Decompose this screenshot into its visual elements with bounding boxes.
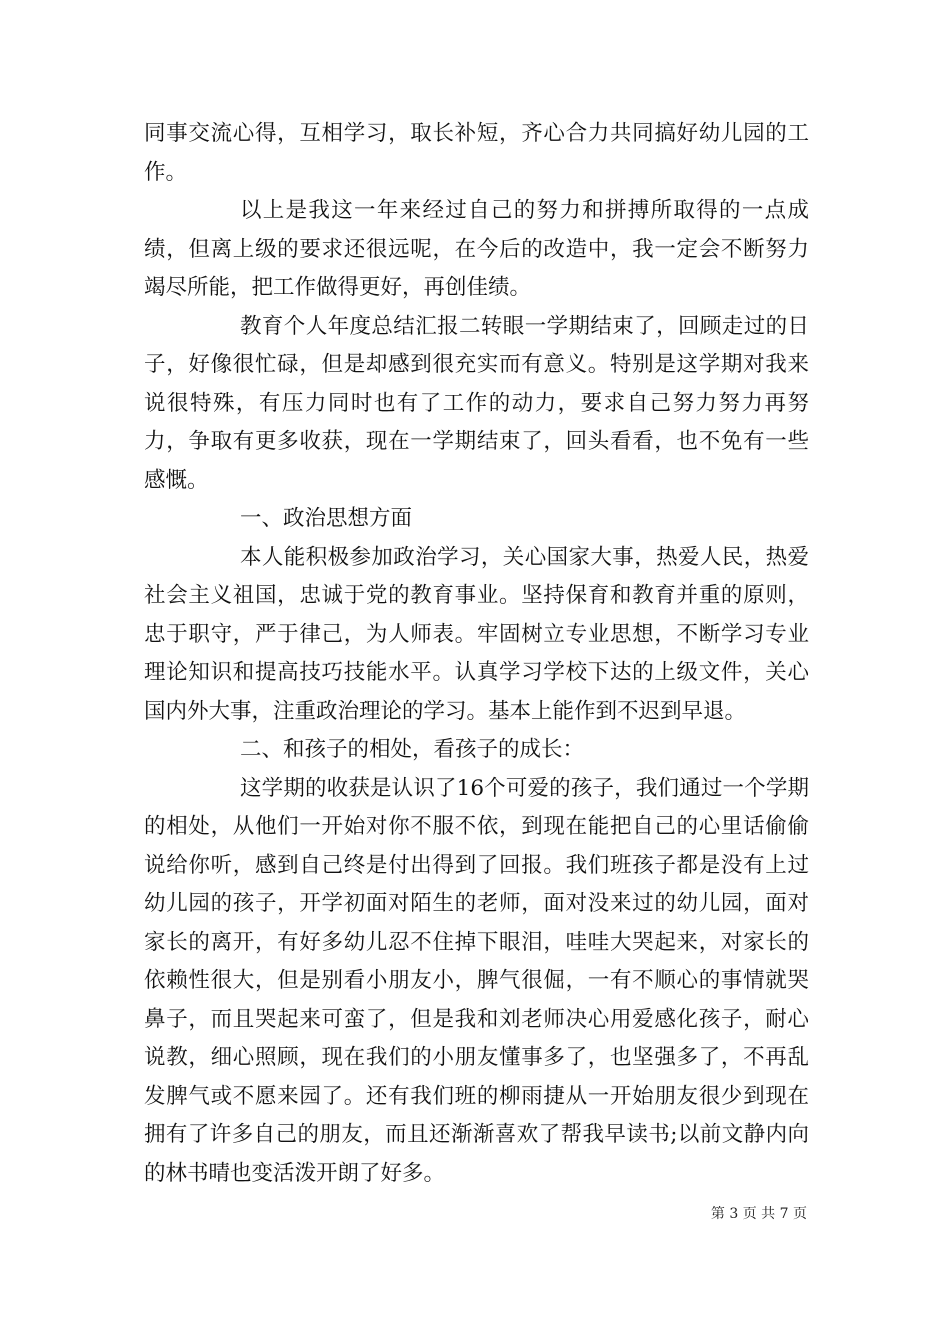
paragraph-children-growth: 这学期的收获是认识了16个可爱的孩子，我们通过一个学期的相处，从他们一开始对你不服不依，到现在能把自己的心里话偷偷说给你听，感到自己终是付出得到了回报。我们班孩子都是没有上过幼儿园的孩子，开学初面对陌生的老师，面对没来过的幼儿园，面对家长的离开，有好多幼儿忍不住掉下眼泪，哇哇大哭起来，对家长的依赖性很大，但是别看小朋友小，脾气很倔，一有不顺心的事情就哭鼻子，而且哭起来可蛮了，但是我和刘老师决心用爱感化孩子，耐心说教，细心照顾，现在我们的小朋友懂事多了，也坚强多了，不再乱发脾气或不愿来园了。还有我们班的柳雨捷从一开始朋友很少到现在拥有了许多自己的朋友，而且还渐渐喜欢了帮我早读书;以前文静内向的林书晴也变活泼开朗了好多。 (144, 775, 809, 1186)
page-number-footer: 第 3 页 共 7 页 (710, 1206, 807, 1222)
paragraph-report-two-intro: 教育个人年度总结汇报二转眼一学期结束了，回顾走过的日子，好像很忙碌，但是却感到很充实而有意义。特别是这学期对我来说很特殊，有压力同时也有了工作的动力，要求自己努力努力再努力，争取有更多收获，现在一学期结束了，回头看看，也不免有一些感慨。 (144, 313, 809, 493)
section-heading-children: 二、和孩子的相处，看孩子的成长： (240, 737, 585, 762)
paragraph-continuation: 同事交流心得，互相学习，取长补短，齐心合力共同搞好幼儿园的工作。 (144, 121, 809, 185)
paragraph-political-thought: 本人能积极参加政治学习，关心国家大事，热爱人民，热爱社会主义祖国，忠诚于党的教育事业。坚持保育和教育并重的原则，忠于职守，严于律己，为人师表。牢固树立专业思想，不断学习专业理论知识和提高技巧技能水平。认真学习学校下达的上级文件，关心国内外大事，注重政治理论的学习。基本上能作到不迟到早退。 (144, 544, 809, 724)
section-heading-political: 一、政治思想方面 (240, 506, 413, 531)
paragraph-summary-conclusion: 以上是我这一年来经过自己的努力和拼搏所取得的一点成绩，但离上级的要求还很远呢，在今后的改造中，我一定会不断努力竭尽所能，把工作做得更好，再创佳绩。 (144, 198, 809, 300)
document-body (144, 115, 809, 1193)
